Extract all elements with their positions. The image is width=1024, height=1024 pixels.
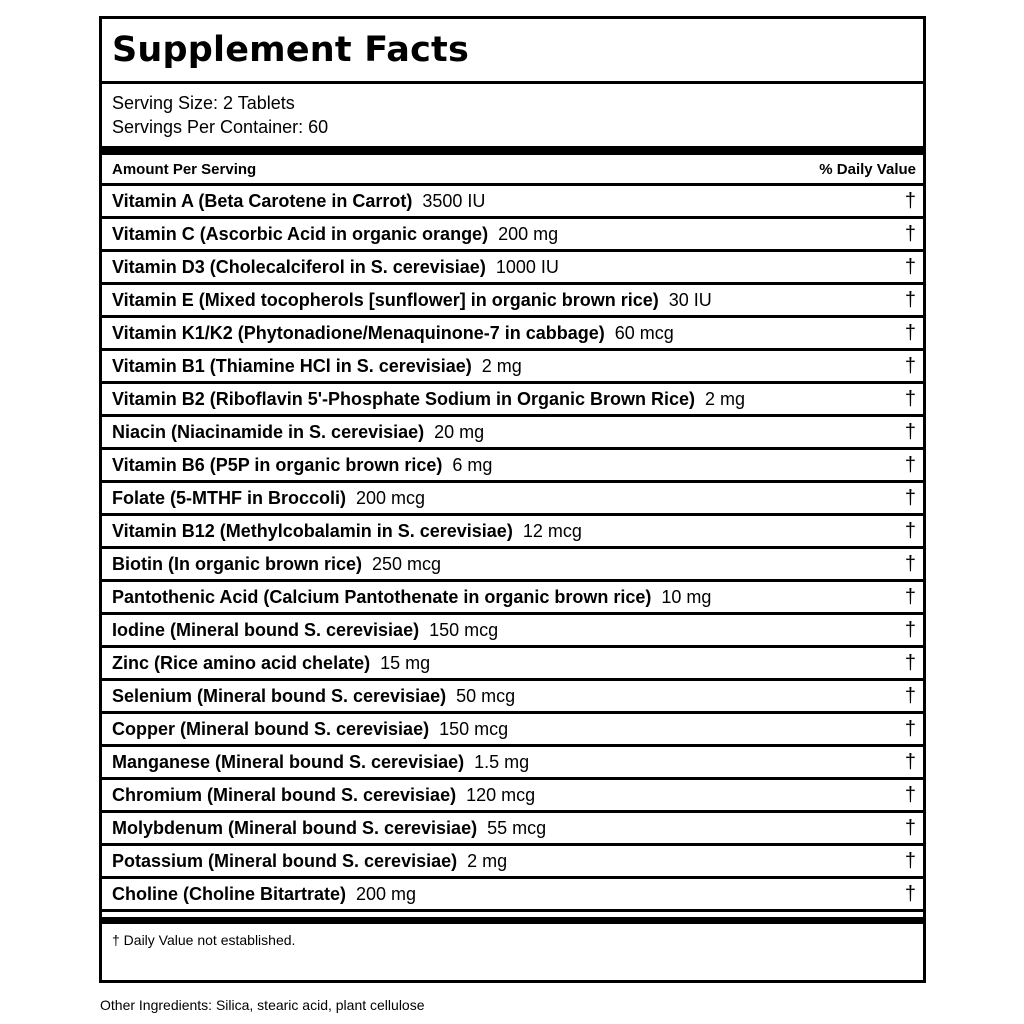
title-bar [102, 19, 923, 84]
nutrient-name: Folate (5-MTHF in Broccoli) [112, 487, 346, 508]
nutrient-amount: 150 mcg [429, 619, 499, 640]
daily-value-dagger: † [904, 354, 916, 377]
panel-title: Supplement Facts [112, 29, 469, 70]
nutrient-name: Vitamin B1 (Thiamine HCl in S. cerevisiae) [112, 355, 472, 376]
serving-size: Serving Size: 2 Tablets [112, 93, 295, 113]
nutrient-name: Niacin (Niacinamide in S. cerevisiae) [112, 421, 425, 442]
daily-value-dagger: † [904, 651, 916, 674]
daily-value-dagger: † [904, 387, 916, 410]
nutrient-row [102, 711, 923, 744]
nutrient-row [102, 777, 923, 810]
nutrient-label [112, 785, 535, 806]
daily-value-dagger: † [904, 321, 916, 344]
nutrient-amount: 15 mg [380, 652, 431, 673]
nutrient-label [112, 290, 712, 311]
supplement-facts-panel [99, 16, 926, 983]
daily-value-label: % Daily Value [819, 160, 916, 178]
nutrient-amount: 2 mg [481, 355, 522, 376]
nutrient-label [112, 554, 441, 575]
nutrient-label [112, 356, 522, 377]
nutrient-name: Vitamin E (Mixed tocopherols [sunflower] in organic brown rice) [112, 289, 659, 310]
nutrient-amount: 1000 IU [495, 256, 559, 277]
nutrient-amount: 12 mcg [522, 520, 582, 541]
daily-value-dagger: † [904, 288, 916, 311]
nutrient-name: Potassium (Mineral bound S. cerevisiae) [112, 850, 458, 871]
nutrient-name: Zinc (Rice amino acid chelate) [112, 652, 371, 673]
nutrient-amount: 50 mcg [456, 685, 516, 706]
nutrient-row [102, 282, 923, 315]
nutrient-row [102, 381, 923, 414]
daily-value-dagger: † [904, 750, 916, 773]
nutrient-label [112, 620, 498, 641]
nutrient-amount: 200 mg [498, 223, 559, 244]
daily-value-dagger: † [904, 552, 916, 575]
nutrient-row [102, 546, 923, 579]
nutrient-amount: 150 mcg [439, 718, 509, 739]
daily-value-dagger: † [904, 453, 916, 476]
daily-value-dagger: † [904, 849, 916, 872]
nutrient-label [112, 455, 492, 476]
serving-info [102, 84, 923, 152]
nutrient-amount: 30 IU [668, 289, 712, 310]
nutrient-row [102, 612, 923, 645]
nutrient-amount: 6 mg [452, 454, 493, 475]
servings-per-container: Servings Per Container: 60 [112, 117, 329, 137]
daily-value-dagger: † [904, 189, 916, 212]
nutrient-row [102, 513, 923, 546]
daily-value-dagger: † [904, 717, 916, 740]
nutrient-name: Chromium (Mineral bound S. cerevisiae) [112, 784, 457, 805]
nutrient-row [102, 348, 923, 381]
nutrient-name: Pantothenic Acid (Calcium Pantothenate in organic brown rice) [112, 586, 652, 607]
nutrient-label [112, 653, 430, 674]
daily-value-dagger: † [904, 519, 916, 542]
nutrient-label [112, 719, 508, 740]
nutrient-name: Copper (Mineral bound S. cerevisiae) [112, 718, 430, 739]
nutrient-row [102, 843, 923, 876]
nutrient-amount: 250 mcg [372, 553, 442, 574]
nutrient-amount: 2 mg [467, 850, 508, 871]
nutrient-row [102, 744, 923, 777]
nutrient-name: Vitamin D3 (Cholecalciferol in S. cerevisiae) [112, 256, 486, 277]
nutrient-amount: 55 mcg [487, 817, 547, 838]
daily-value-dagger: † [904, 486, 916, 509]
nutrient-row [102, 645, 923, 678]
daily-value-dagger: † [904, 255, 916, 278]
daily-value-dagger: † [904, 420, 916, 443]
daily-value-dagger: † [904, 585, 916, 608]
nutrient-amount: 200 mg [356, 883, 417, 904]
nutrient-label [112, 191, 485, 212]
nutrient-name: Vitamin K1/K2 (Phytonadione/Menaquinone-7 in cabbage) [112, 322, 605, 343]
nutrient-name: Manganese (Mineral bound S. cerevisiae) [112, 751, 465, 772]
nutrient-row [102, 315, 923, 348]
nutrient-list [102, 183, 923, 909]
daily-value-dagger: † [904, 222, 916, 245]
nutrient-label [112, 851, 507, 872]
nutrient-name: Vitamin B2 (Riboflavin 5'-Phosphate Sodium in Organic Brown Rice) [112, 388, 696, 409]
nutrient-label [112, 686, 515, 707]
nutrient-name: Selenium (Mineral bound S. cerevisiae) [112, 685, 447, 706]
nutrient-row [102, 447, 923, 480]
nutrient-amount: 20 mg [434, 421, 485, 442]
nutrient-name: Biotin (In organic brown rice) [112, 553, 363, 574]
nutrient-label [112, 323, 674, 344]
amount-per-serving-label: Amount Per Serving [112, 160, 257, 178]
nutrient-amount: 200 mcg [356, 487, 426, 508]
nutrient-row [102, 579, 923, 612]
nutrient-name: Vitamin B12 (Methylcobalamin in S. cerevisiae) [112, 520, 513, 541]
nutrient-label [112, 389, 745, 410]
nutrient-label [112, 587, 711, 608]
nutrient-label [112, 257, 559, 278]
nutrient-amount: 60 mcg [614, 322, 674, 343]
nutrient-name: Molybdenum (Mineral bound S. cerevisiae) [112, 817, 478, 838]
nutrient-label [112, 752, 529, 773]
nutrient-label [112, 224, 558, 245]
thick-divider [102, 917, 923, 924]
column-header [102, 152, 923, 183]
nutrient-label [112, 884, 416, 905]
daily-value-dagger: † [904, 783, 916, 806]
nutrient-row [102, 183, 923, 216]
daily-value-dagger: † [904, 816, 916, 839]
nutrient-amount: 10 mg [661, 586, 712, 607]
nutrient-row [102, 414, 923, 447]
nutrient-name: Iodine (Mineral bound S. cerevisiae) [112, 619, 420, 640]
nutrient-row [102, 810, 923, 843]
nutrient-label [112, 488, 425, 509]
footnote: † Daily Value not established. [112, 932, 296, 948]
nutrient-amount: 120 mcg [466, 784, 536, 805]
nutrient-name: Choline (Choline Bitartrate) [112, 883, 347, 904]
daily-value-dagger: † [904, 618, 916, 641]
other-ingredients: Other Ingredients: Silica, stearic acid, plant cellulose [100, 997, 425, 1013]
row-spacer [102, 909, 923, 917]
nutrient-row [102, 249, 923, 282]
nutrient-amount: 3500 IU [422, 190, 486, 211]
nutrient-label [112, 818, 546, 839]
nutrient-row [102, 678, 923, 711]
nutrient-name: Vitamin B6 (P5P in organic brown rice) [112, 454, 443, 475]
nutrient-label [112, 521, 582, 542]
nutrient-name: Vitamin A (Beta Carotene in Carrot) [112, 190, 413, 211]
nutrient-label [112, 422, 484, 443]
nutrient-amount: 2 mg [705, 388, 746, 409]
daily-value-dagger: † [904, 882, 916, 905]
nutrient-row [102, 480, 923, 513]
nutrient-name: Vitamin C (Ascorbic Acid in organic orange) [112, 223, 489, 244]
nutrient-amount: 1.5 mg [474, 751, 530, 772]
daily-value-dagger: † [904, 684, 916, 707]
nutrient-row [102, 876, 923, 909]
nutrient-row [102, 216, 923, 249]
